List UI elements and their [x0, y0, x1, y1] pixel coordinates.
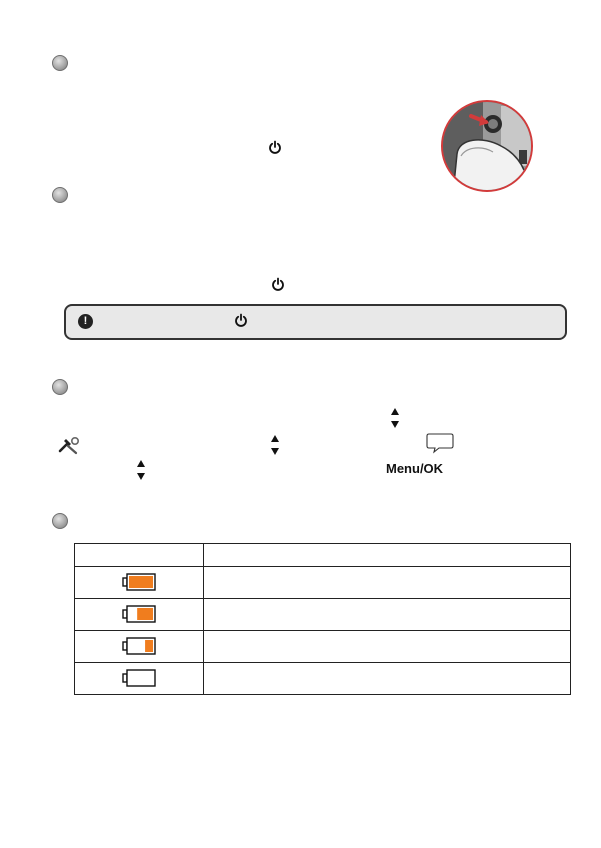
table-header-cell	[204, 544, 571, 567]
battery-icon	[122, 637, 156, 655]
table-header-cell	[75, 544, 204, 567]
battery-icon	[122, 573, 156, 591]
battery-icon	[122, 669, 156, 687]
power-icon	[271, 277, 285, 291]
tools-icon	[58, 437, 80, 455]
speech-bubble-icon	[425, 432, 455, 454]
notice-box	[64, 304, 567, 340]
section-bullet	[52, 513, 68, 529]
battery-fill	[145, 640, 153, 652]
section-bullet	[52, 55, 68, 71]
finger-press-illustration	[443, 102, 533, 192]
battery-fill	[137, 608, 153, 620]
table-row	[75, 599, 571, 631]
battery-icon	[122, 605, 156, 623]
table-header-row	[75, 544, 571, 567]
table-row	[75, 567, 571, 599]
up-down-arrow-icon	[136, 459, 146, 481]
power-icon	[234, 313, 248, 327]
table-row	[75, 663, 571, 695]
menu-ok-button-label: Menu/OK	[386, 461, 444, 476]
up-down-arrow-icon	[390, 407, 400, 429]
power-icon	[268, 140, 282, 154]
up-down-arrow-icon	[270, 434, 280, 456]
battery-fill	[129, 576, 153, 588]
section-bullet	[52, 187, 68, 203]
exclamation-icon: !	[78, 314, 93, 329]
table-row	[75, 631, 571, 663]
power-button-photo	[441, 100, 533, 192]
section-bullet	[52, 379, 68, 395]
battery-level-table	[74, 543, 571, 695]
